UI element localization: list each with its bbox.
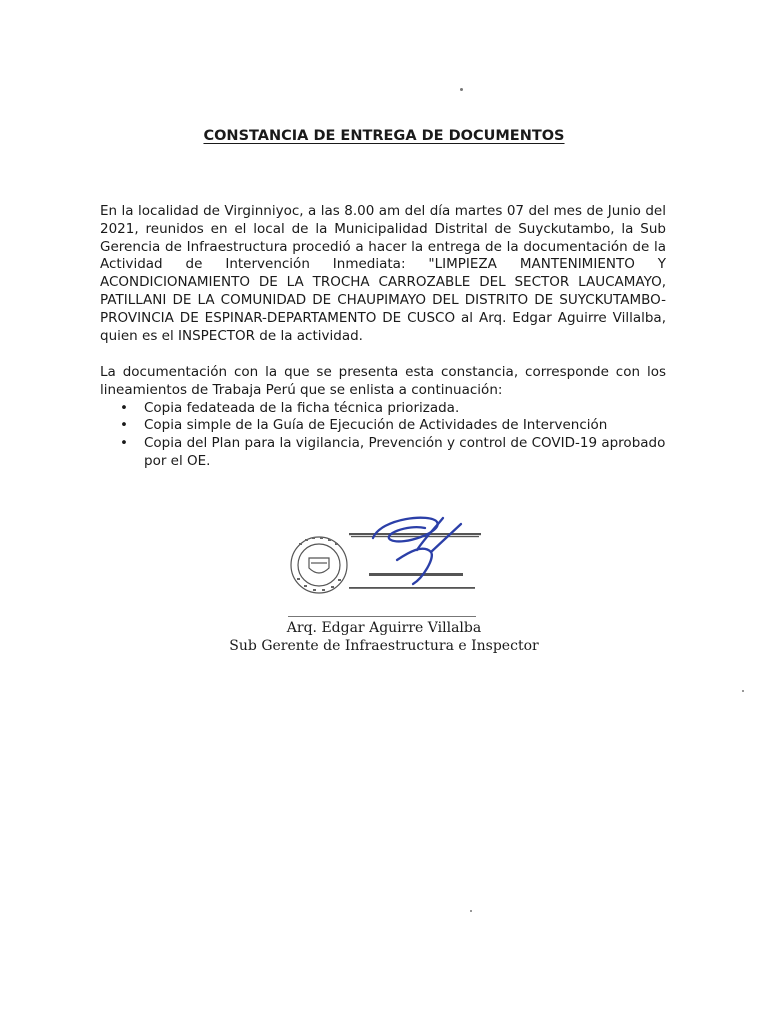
list-item-text: Copia del Plan para la vigilancia, Prevención y control de COVID-19 aprobado por el OE. — [144, 435, 666, 469]
list-item-text: Copia fedateada de la ficha técnica priorizada. — [144, 399, 460, 416]
seal-ring-letters-icon — [297, 537, 341, 591]
signatory-name: Arq. Edgar Aguirre Villalba — [286, 620, 482, 636]
list-item — [100, 417, 666, 435]
signature-line — [288, 616, 476, 617]
document-title — [0, 128, 768, 144]
bullet-icon: • — [120, 399, 128, 416]
list-item — [100, 435, 666, 471]
signature-stamp-graphic — [285, 508, 495, 608]
paragraph-delivery: En la localidad de Virginniyoc, a las 8.00 am del día martes 07 del mes de Junio del 2021, reunidos en el local de la Municipalidad Distrital de Suyckutambo, la Sub Gerencia de Infraestructura procedió a hacer la entrega de la documentación de la Actividad de Intervención Inmediata: "LIMPIEZA MANTENIMIENTO Y ACONDICIONAMIENTO DE LA TROCHA CARROZABLE DEL SECTOR LAUCAMAYO, PATILLANI DE LA COMUNIDAD DE CHAUPIMAYO DEL DISTRITO DE SUYCKUTAMBO- PROVINCIA DE ESPINAR-DEPARTAMENTO DE CUSCO al Arq. Edgar Aguirre Villalba, quien es el INSPECTOR de la actividad. — [100, 203, 666, 344]
title-text: CONSTANCIA DE ENTREGA DE DOCUMENTOS — [203, 128, 565, 144]
requirements-intro: La documentación con la que se presenta esta constancia, corresponde con los lineamientos de Trabaja Perú que se enlista a continuación: — [100, 364, 666, 398]
list-item-text: Copia simple de la Guía de Ejecución de Actividades de Intervención — [144, 417, 608, 434]
requirements-list — [100, 400, 666, 471]
scan-speck — [742, 690, 744, 692]
scan-speck — [470, 910, 472, 912]
scan-speck — [460, 88, 463, 91]
round-seal-icon — [291, 537, 347, 593]
list-item — [100, 400, 666, 418]
rectangular-stamp-icon — [349, 533, 481, 589]
bullet-icon: • — [120, 417, 128, 434]
bullet-icon: • — [120, 435, 128, 452]
paragraph-requirements — [100, 364, 666, 471]
signatory-role: Sub Gerente de Infraestructura e Inspector — [229, 638, 539, 654]
